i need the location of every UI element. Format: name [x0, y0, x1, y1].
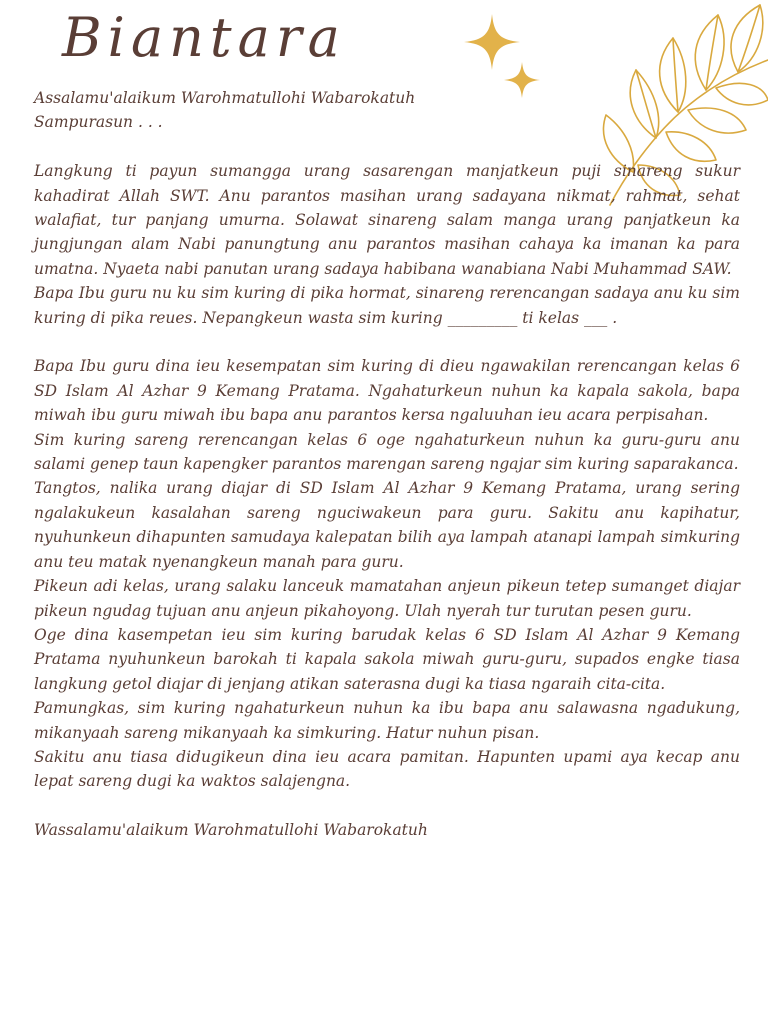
- speech-body: [34, 86, 740, 843]
- paragraph-spacer: [34, 135, 740, 159]
- paragraph: Sim kuring sareng rerencangan kelas 6 oge ngahaturkeun nuhun ka guru-guru anu salami genep taun kapengker parantos marengan sareng ngajar sim kuring saparakanca.: [34, 430, 740, 474]
- paragraph: Sakitu anu tiasa didugikeun dina ieu acara pamitan. Hapunten upami aya kecap anu lepat sareng dugi ka waktos salajengna.: [34, 747, 740, 791]
- paragraph: Bapa Ibu guru dina ieu kesempatan sim kuring di dieu ngawakilan rerencangan kelas 6 SD Islam Al Azhar 9 Kemang Pratama. Ngahaturkeun nuhun ka kapala sakola, bapa miwah ibu guru miwah ibu bapa anu parantos kersa ngaluuhan ieu acara perpisahan.: [34, 357, 740, 425]
- opening-text: Sampurasun . . .: [34, 113, 163, 132]
- closing-text: Wassalamu'alaikum Warohmatullohi Wabarokatuh: [34, 821, 428, 840]
- paragraph-spacer: [34, 330, 740, 354]
- paragraph: Oge dina kasempetan ieu sim kuring barudak kelas 6 SD Islam Al Azhar 9 Kemang Pratama nyuhunkeun barokah ti kapala sakola miwah guru-guru, supados engke tiasa langkung getol diajar di jenjang atikan saterasna dugi ka tiasa ngaraih cita-cita.: [34, 625, 740, 693]
- paragraph: Bapa Ibu guru nu ku sim kuring di pika hormat, sinareng rerencangan sadaya anu ku sim kuring di pika reues. Nepangkeun wasta sim kuring _________ ti kelas ___ .: [34, 284, 740, 327]
- page-title: Biantara: [62, 6, 346, 69]
- greeting-text: Assalamu'alaikum Warohmatullohi Wabarokatuh: [34, 89, 416, 107]
- paragraph: Langkung ti payun sumangga urang sasarengan manjatkeun puji sinareng sukur kahadirat Allah SWT. Anu parantos masihan urang sadayana nikmat, rahmat, sehat walafiat, tur panjang umurna. Solawat sinareng salam manga urang panjatkeun ka jungjungan alam Nabi panungtung anu parantos masihan cahaya ka imanan ka para umatna. Nyaeta nabi panutan urang sadaya habibana wanabiana Nabi Muhammad SAW.: [34, 162, 740, 278]
- paragraph: Pikeun adi kelas, urang salaku lanceuk mamatahan anjeun pikeun tetep sumanget diajar pikeun ngudag tujuan anu anjeun pikahoyong. Ulah nyerah tur turutan pesen guru.: [34, 577, 740, 620]
- paragraph-spacer: [34, 794, 740, 818]
- paragraph: Pamungkas, sim kuring ngahaturkeun nuhun ka ibu bapa anu salawasna ngadukung, mikanyaah sareng mikanyaah ka simkuring. Hatur nuhun pisan.: [34, 699, 740, 742]
- paragraph: Tangtos, nalika urang diajar di SD Islam Al Azhar 9 Kemang Pratama, urang sering ngalakukeun kasalahan sareng nguciwakeun para guru. Sakitu anu kapihatur, nyuhunkeun dihapunten samudaya kalepatan bilih aya lampah atanapi lampah simkuring anu teu matak nyenangkeun manah para guru.: [34, 479, 740, 571]
